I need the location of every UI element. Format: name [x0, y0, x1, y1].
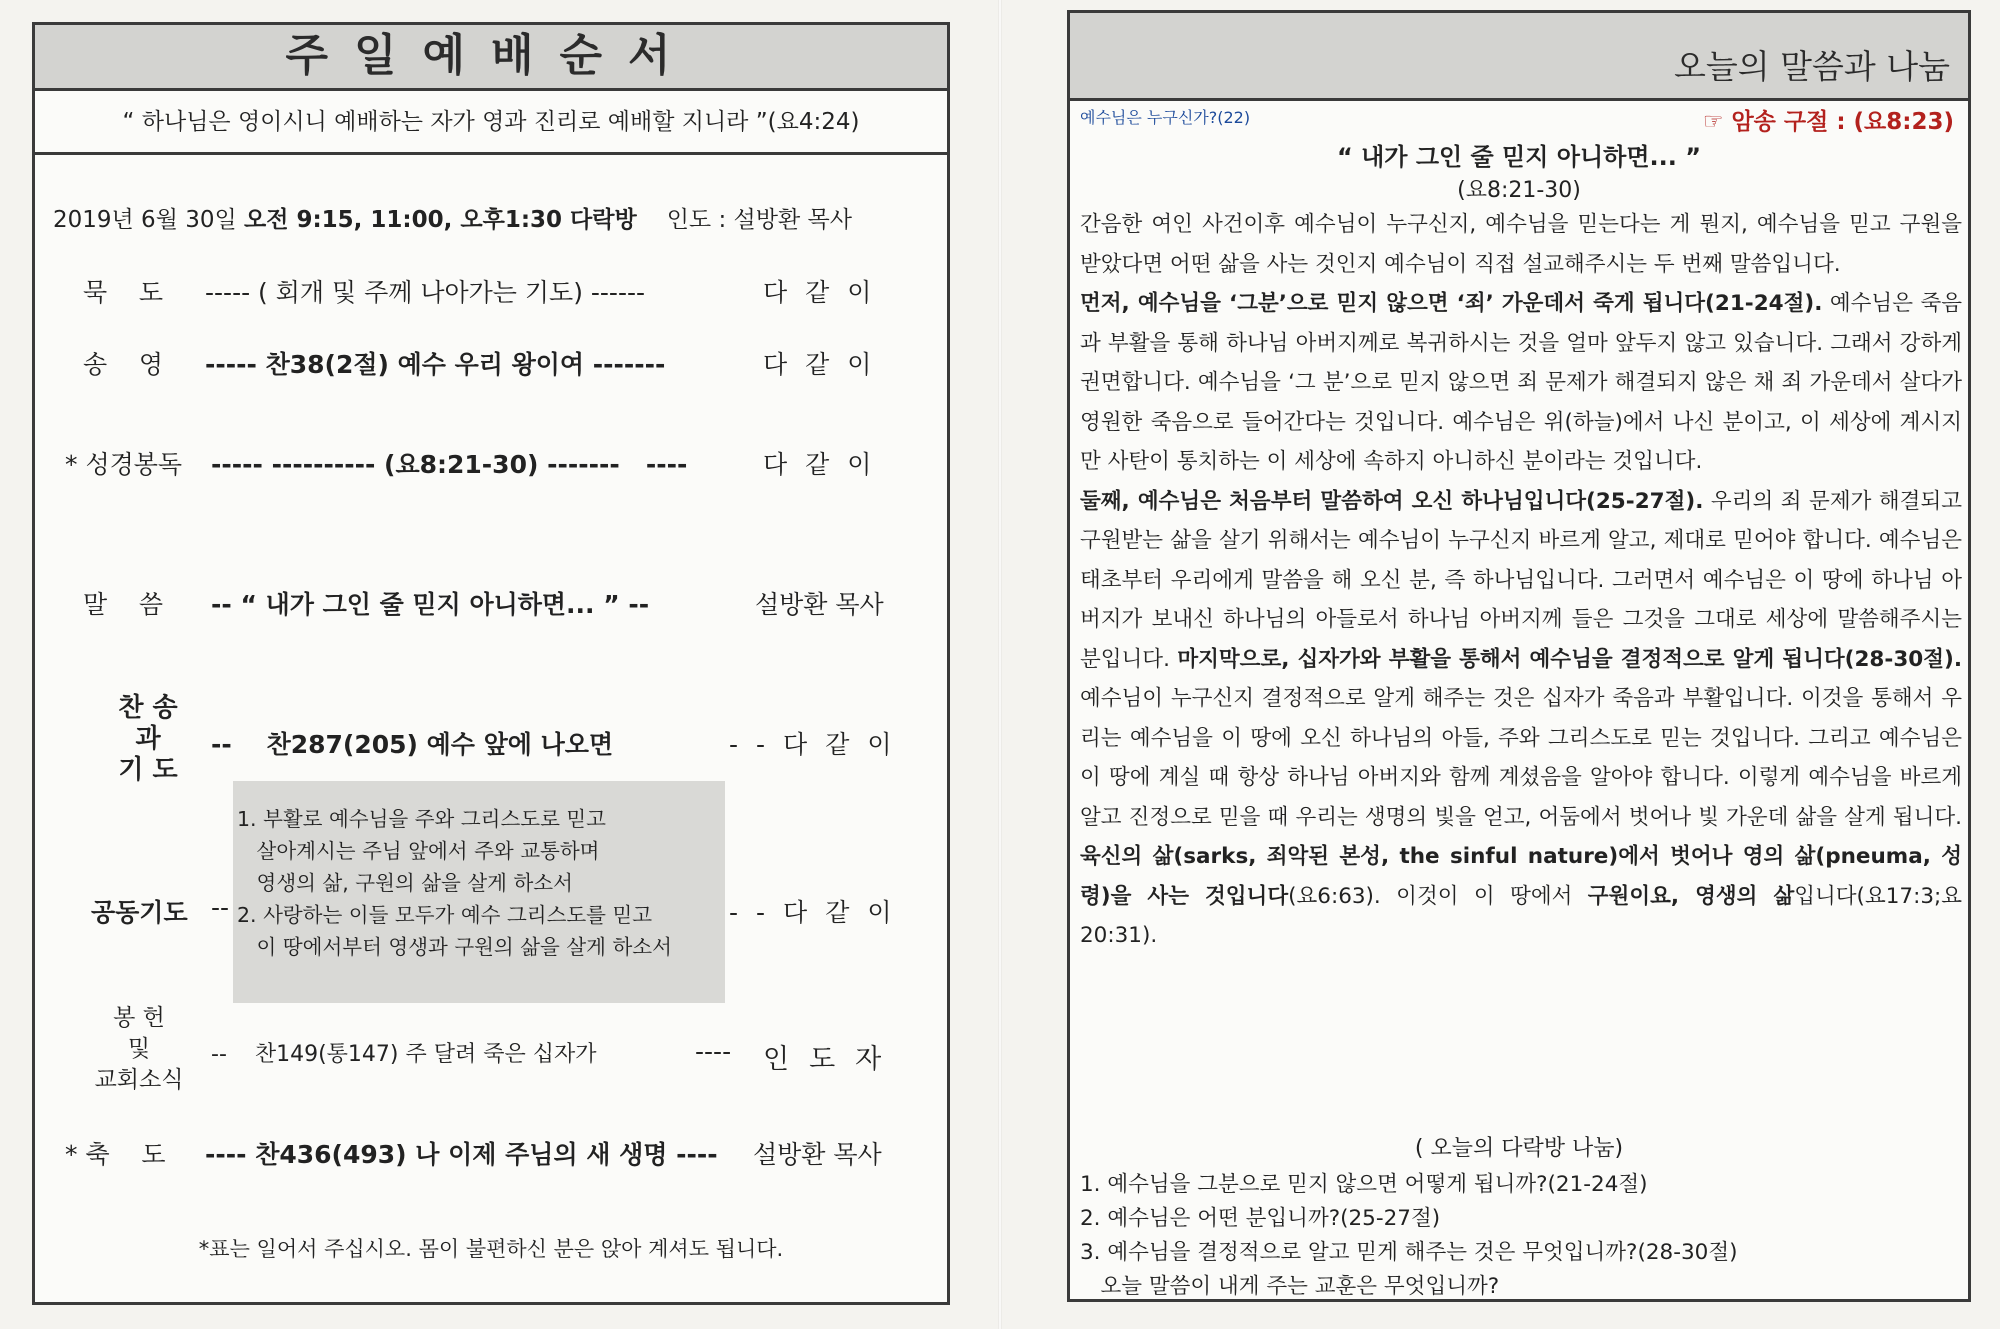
point-three-text-3: 입니다(요17:3;요20:31). [1080, 883, 1963, 948]
series-label: 예수님은 누구신가?(22) [1080, 108, 1251, 127]
order-detail: ----- ---------- (요8:21-30) ------- ---- [211, 450, 688, 479]
prayer-line: 1. 부활로 예수님을 주와 그리스도로 믿고 [237, 807, 606, 831]
point-three-text-2: (요6:63). 이것이 이 땅에서 [1288, 883, 1588, 909]
point-two-text: 우리의 죄 문제가 해결되고 구원받는 삶을 살기 위해서는 예수님이 누구신지 바르게 알고, 제대로 믿어야 합니다. 예수님은 태초부터 우리에게 말씀을 해 오신 분, 즉 하나님입니다. 그러면서 예수님은 이 땅에 하나님 아버지가 보내신 하나님의 아들로서 하나님 아버지께 들은 그것을 그대로 세상에 말씀해주시는 분입니다. [1080, 488, 1962, 672]
memory-verse: ☞ 암송 구절 : (요8:23) [1702, 109, 1954, 135]
todays-word-header [1070, 13, 1968, 101]
point-three-heading: 마지막으로, 십자가와 부활을 통해서 예수님을 결정적으로 알게 됩니다(28-30절). [1177, 646, 1962, 672]
service-leader: 인도 : 설방환 목사 [666, 207, 852, 233]
order-label: 묵 도 [83, 278, 164, 307]
worship-order-panel [32, 22, 950, 1305]
sharing-question: 2. 예수님은 어떤 분입니까?(25-27절) [1080, 1206, 1441, 1231]
order-detail: -- 찬149(통147) 주 달려 죽은 십자가 [211, 1042, 597, 1067]
order-detail: ----- 찬38(2절) 예수 우리 왕이여 ------- [205, 350, 666, 379]
label-line: 봉 헌 [113, 1005, 165, 1031]
order-label: 공동기도 [91, 898, 188, 927]
todays-word-panel [1067, 10, 1971, 1302]
intro-paragraph: 간음한 여인 사건이후 예수님이 누구신지, 예수님을 믿는다는 게 뭔지, 예수님을 믿고 구원을 받았다면 어떤 삶을 사는 것인지 예수님이 직접 설교해주시는 두 번째 말씀입니다. [1080, 212, 1962, 277]
label-line: 교회소식 [94, 1067, 184, 1093]
sermon-body [1080, 205, 1962, 956]
point-three-emphasis-2: 구원이요, 영생의 삶 [1587, 883, 1795, 909]
label-line: 찬 송 [118, 693, 178, 723]
sharing-question: 1. 예수님을 그분으로 믿지 않으면 어떻게 됩니까?(21-24절) [1080, 1172, 1648, 1197]
service-times: 오전 9:15, 11:00, 오후1:30 다락방 [244, 207, 637, 233]
point-one-text: 예수님은 죽음과 부활을 통해 하나님 아버지께로 복귀하시는 것을 얼마 앞두지 않고 있습니다. 그래서 강하게 권면합니다. 예수님을 ‘그 분’으로 믿지 않으면 죄 문제가 해결되지 않은 채 죄 가운데서 살다가 영원한 죽음으로 들어간다는 것입니다. 예수님은 위(하늘)에서 나신 분이고, 이 세상에 계시지만 사탄이 통치하는 이 세상에 속하지 아니하신 분이라는 것입니다. [1080, 291, 1962, 474]
order-participant: 설방환 목사 [753, 1140, 882, 1169]
order-label: 말 씀 [83, 590, 164, 619]
order-dashes: ---- [695, 1037, 732, 1066]
order-label-offering-news [79, 1003, 199, 1096]
point-three-text: 예수님이 누구신지 결정적으로 알게 해주는 것은 십자가 죽음과 부활입니다. 이것을 통해서 우리는 예수님을 이 땅에 오신 하나님의 아들, 주와 그리스도로 믿는 것입니다. 그리고 예수님은 이 땅에 계실 때 항상 하나님 아버지와 함께 계셨음을 알아야 합니다. 이렇게 예수님을 바르게 알고 진정으로 믿을 때 우리는 생명의 빛을 얻고, 어둠에서 벗어나 빛 가운데 삶을 살게 됩니다. [1080, 686, 1962, 830]
common-prayer-box [233, 781, 725, 1003]
label-line: 및 [127, 1036, 151, 1062]
order-detail: ---- 찬436(493) 나 이제 주님의 새 생명 ---- [205, 1140, 718, 1169]
order-participant: --다같이 [729, 898, 910, 927]
order-label: 송 영 [83, 350, 164, 379]
order-participant: 설방환 목사 [755, 590, 884, 619]
order-label-hymn-prayer [93, 693, 203, 786]
order-label: * 성경봉독 [65, 450, 183, 479]
theme-verse: “ 하나님은 영이시니 예배하는 자가 영과 진리로 예배할 지니라 ”(요4:24) [35, 91, 947, 155]
prayer-line: 영생의 삶, 구원의 삶을 살게 하소서 [237, 871, 573, 895]
order-detail: -- 찬287(205) 예수 앞에 나오면 [211, 730, 614, 759]
order-detail: ----- ( 회개 및 주께 나아가는 기도) ------ [205, 278, 646, 307]
sermon-reference: (요8:21-30) [1457, 178, 1581, 203]
order-participant: 인도자 [763, 1044, 902, 1075]
order-detail: -- [211, 893, 230, 922]
point-two-paragraph [1080, 482, 1962, 956]
prayer-line: 2. 사랑하는 이들 모두가 예수 그리스도를 믿고 [237, 903, 653, 927]
service-date: 2019년 6월 30일 [53, 207, 245, 233]
order-participant: 다같이 [763, 450, 890, 479]
page-fold [998, 0, 1002, 1329]
sharing-heading: ( 오늘의 다락방 나눔) [1414, 1136, 1624, 1161]
prayer-line: 살아계시는 주님 앞에서 주와 교통하며 [237, 839, 600, 863]
point-one-paragraph [1080, 284, 1962, 482]
order-detail: -- “ 내가 그인 줄 믿지 아니하면... ” -- [211, 590, 650, 619]
sermon-title: “ 내가 그인 줄 믿지 아니하면... ” [1336, 143, 1702, 171]
order-label: * 축 도 [65, 1140, 166, 1169]
worship-order-title: 주일예배순서 [35, 25, 947, 91]
order-participant: 다같이 [763, 278, 890, 307]
todays-word-title: 오늘의 말씀과 나눔 [1673, 47, 1950, 86]
sharing-question: 오늘 말씀이 내게 주는 교훈은 무엇입니까? [1080, 1274, 1500, 1299]
order-participant: --다같이 [729, 730, 910, 759]
service-date-line [53, 201, 852, 234]
label-line: 과 [135, 724, 161, 754]
prayer-line: 이 땅에서부터 영생과 구원의 삶을 살게 하소서 [237, 935, 672, 959]
sharing-question: 3. 예수님을 결정적으로 알고 믿게 해주는 것은 무엇입니까?(28-30절) [1080, 1240, 1738, 1265]
standing-footnote: *표는 일어서 주십시오. 몸이 불편하신 분은 앉아 계셔도 됩니다. [198, 1237, 784, 1261]
point-two-heading: 둘째, 예수님은 처음부터 말씀하여 오신 하나님입니다(25-27절). [1080, 488, 1704, 514]
label-line: 기 도 [118, 755, 178, 785]
point-one-heading: 먼저, 예수님을 ‘그분’으로 믿지 않으면 ‘죄’ 가운데서 죽게 됩니다(21-24절). [1080, 291, 1823, 316]
order-participant: 다같이 [763, 350, 890, 379]
point-three-emphasis: 육신의 삶(sarks, 죄악된 본성, the sinful nature)에서 벗어나 영의 삶(pneuma, 성령)을 사는 것입니다 [1080, 844, 1962, 909]
